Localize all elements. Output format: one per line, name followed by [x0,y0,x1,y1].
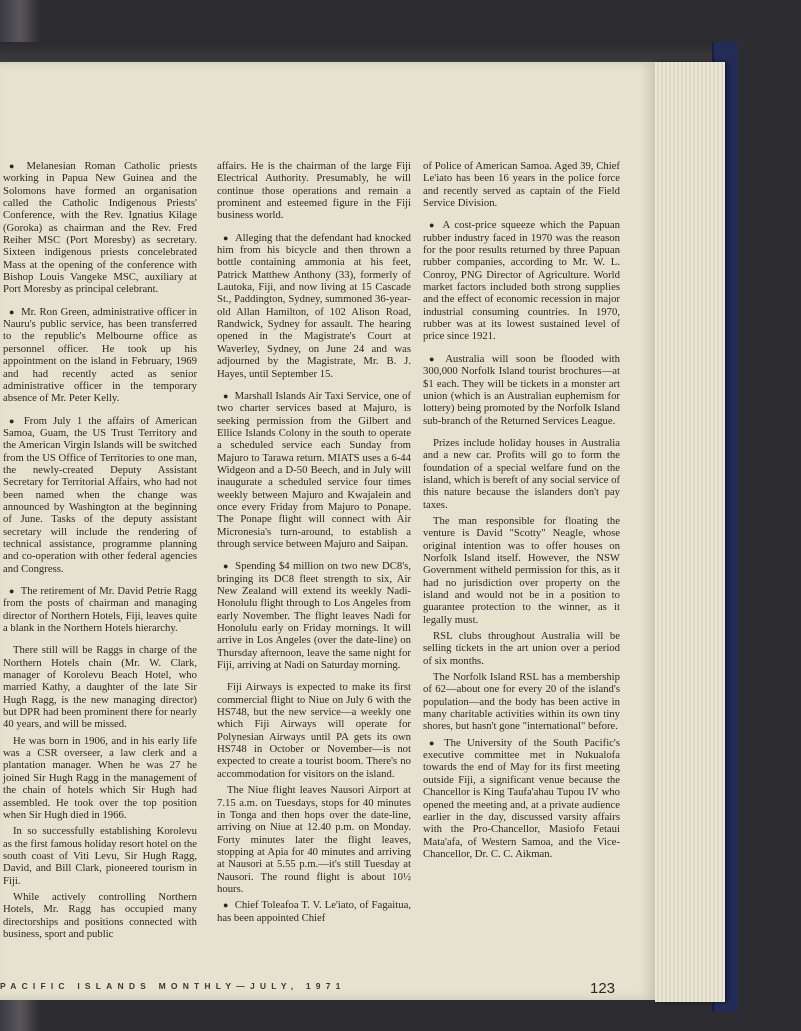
magazine-page [0,62,655,1000]
article-paragraph [3,825,197,887]
article-paragraph [3,415,197,575]
bullet-icon: ● [429,353,440,364]
paragraph-text: In so successfully establishing Korolevu as the first famous holiday resort hotel on the south coast of Viti Levu, Sir Hugh Ragg, David, and Bill Clark, pioneered tourism in Fiji. [3,825,197,887]
paragraph-text: Marshall Islands Air Taxi Service, one of two charter services based at Majuro, is seeking permission from the Gilbert and Ellice Islands Colony in the south to operate a scheduled service each Sunday from Majuro to Tarawa return. MIATS uses a 6-44 Widgeon and a D-50 Beech, and in July will inaugurate a scheduled service four times weekly between Majuro and Kwajalein and once every Friday from Majuro to Ponape. The Ponape flight will connect with Air Micronesia's turn-around, to establish a through service between Majuro and Saipan. [217,389,412,550]
paragraph-text: Spending $4 million on two new DC8's, bringing its DC8 fleet strength to six, Air New Zealand will extend its weekly Nadi-Honolulu flight through to Los Angeles from early November. The flight leaves Nadi for Honolulu early on Friday mornings. It will arrive in Los Angeles (over the date-line) on Thursday afternoon, leave the same night for Fiji, arriving at Nadi on Saturday morning. [217,560,411,672]
article-paragraph [423,737,620,860]
article-paragraph [423,437,620,511]
paragraph-text: Australia will soon be flooded with 300,000 Norfolk Island tourist brochures—at $1 each. They will be tickets in a monster art union (which is an Australian euphemism for lottery) being promoted by the Norfolk Island sub-branch of the Returned Services League. [423,352,620,427]
page-stack-fore-edge [655,62,725,1002]
article-paragraph [217,160,411,222]
paragraph-text: The Norfolk Island RSL has a membership of 62—about one for every 20 of the island's population—and the body has been active in many charitable activities within its own tiny shores, but hasn't gone "international" before. [423,671,620,733]
bullet-icon: ● [223,561,230,572]
bullet-icon: ● [223,390,229,401]
article-paragraph [3,306,197,405]
paragraph-text: The retirement of Mr. David Petrie Ragg from the posts of chairman and managing director of Northern Hotels, Fiji, leaves quite a blank in the Northern Hotels hierarchy. [3,585,198,635]
paragraph-text: While actively controlling Northern Hotels, Mr. Ragg has occupied many directorships and positions connected with business, sport and public [3,890,197,940]
book-cover-top-edge [0,42,736,62]
bullet-icon: ● [9,306,16,317]
paragraph-text: of Police of American Samoa. Aged 39, Chief Le'iato has been 16 years in the police force and recently served as captain of the Field Service Division. [423,160,620,210]
paragraph-text: From July 1 the affairs of American Samoa, Guam, the US Trust Territory and the American Virgin Islands will be switched from the US Office of Territories to one man, the newly-created Deputy Assistant Secretary for Territorial Affairs, who had not been named when the change was announced by Washington at the beginning of June. Tasks of the deputy assistant secretary will include the rendering of technical assistance, programme planning and co-operation with other federal agencies and Congress. [3,414,197,575]
article-paragraph [3,891,197,940]
bullet-icon: ● [223,232,229,243]
article-paragraph [3,160,197,296]
paragraph-text: Chief Toleafoa T. V. Le'iato, of Fagaitua, has been appointed Chief [217,899,411,924]
bullet-icon: ● [9,415,18,426]
paragraph-text: There still will be Raggs in charge of the Northern Hotels chain (Mr. W. Clark, manager of Korolevu Beach Hotel, who married Kathy, a daughter of the late Sir Hugh Ragg, is the new managing director) but DPR had been prominent there for nearly 40 years, and will be missed. [3,644,197,731]
paragraph-text: Alleging that the defendant had knocked him from his bicycle and then thrown a bottle containing ammonia at his feet, Patrick Matthew Anthony (33), formerly of Lautoka, Fiji, and now living at 15 Cascade St., Paddington, Sydney, summoned 36-year-old Allan Hamilton, of 102 Alison Road, Randwick, Sydney for assault. The hearing opened in the Magistrate's Court at Waverley, Sydney, on June 24 and was adjourned by the Magistrate, Mr. B. J. Hayes, until September 15. [217,231,411,380]
paragraph-text: Mr. Ron Green, administrative officer in Nauru's public service, has been transferred to the republic's Melbourne office as personnel officer. He took up his appointment on the island in February, 1969 and had recently acted as senior administrative officer in the temporary absence of Mr. Peter Kelly. [3,305,197,405]
paragraph-text: He was born in 1906, and in his early life was a CSR overseer, a law clerk and a plantation manager. When he was 27 he joined Sir Hugh Ragg in the management of the chain of hotels which Sir Hugh had assembled. He took over the top position when Sir Hugh died in 1966. [3,734,197,821]
paragraph-text: A cost-price squeeze which the Papuan rubber industry faced in 1970 was the reason for the poor results returned by three Papuan rubber companies, according to Mr. W. L. Conroy, PNG Director of Agriculture. World market factors included both strong supplies and the effect of economic recession in major industrial consuming countries. In 1970, rubber was at its lowest sustained level of price since 1921. [423,219,620,343]
article-paragraph [423,630,620,667]
article-paragraph [423,160,620,209]
article-paragraph [217,899,411,924]
article-paragraph [3,585,197,634]
article-paragraph [217,784,411,895]
paragraph-text: RSL clubs throughout Australia will be selling tickets in the art union over a period of six months. [423,630,620,667]
article-paragraph [217,560,411,671]
article-paragraph [217,681,411,780]
paragraph-text: The Niue flight leaves Nausori Airport at 7.15 a.m. on Tuesdays, stops for 40 minutes in Tonga and then hops over the date-line, arriving on Niue at 12.40 p.m. on Monday. Forty minutes later the flight leaves, stopping at Apia for 40 minutes and arriving at Nausori at 5.55 p.m.—it's still Tuesday at Nausori. The round flight is about 10½ hours. [217,784,411,895]
bullet-icon: ● [9,586,15,596]
paragraph-text: The man responsible for floating the venture is David "Scotty" Neagle, whose original intention was to offer houses on Norfolk Island itself. However, the NSW Government witheld permission for this, as it had no jurisdiction over property on the island and would not be in a position to guarantee protection to the winner, as it legally must. [423,514,620,626]
paragraph-text: affairs. He is the chairman of the large Fiji Electrical Authority. Presumably, he will continue those operations and remain a prominent and esteemed figure in the Fiji business world. [217,160,411,222]
bullet-icon: ● [429,737,439,748]
text-column-2 [217,160,411,934]
article-paragraph [3,735,197,821]
article-paragraph [3,644,197,730]
paragraph-text: Melanesian Roman Catholic priests working in Papua New Guinea and the Solomons have formed an organisation called the Catholic Indigenous Priests' Conference, with the Rev. Ignatius Kilage (Goroka) as chairman and the Rev. Fred Reiher MSC (Port Moresby) as secretary. Sixteen indigenous priests concelebrated Mass at the opening of the conference with Bishop Louis Vangeke MSC, auxiliary at Port Moresby as principal celebrant. [3,160,198,296]
page-number: 123 [590,980,616,997]
article-paragraph [217,390,411,550]
article-paragraph [217,232,411,380]
paragraph-text: The University of the South Pacific's executive committee met in Nukualofa towards the end of May for its first meeting outside Fiji, a significant venue because the Chancellor is King Taufa'ahau Tupou IV who opened the meeting and, at a private audience earlier in the day, discussed varsity affairs with the Pro-Chancellor, Masiofo Fetaui Mata'afa, of Western Samoa, and the Vice-Chancellor, Dr. C. C. Aikman. [423,736,620,860]
text-column-1 [3,160,197,944]
article-paragraph [423,515,620,626]
bullet-icon: ● [9,161,21,171]
paragraph-text: Fiji Airways is expected to make its first commercial flight to Niue on July 6 with the HS748, but the new service—a weekly one which Fiji Airways will operate for Polynesian Airways until PA gets its own HS748 in October or November—is not expected to create a tourist boom. There's no accommodation for visitors on the island. [217,681,411,780]
bullet-icon: ● [429,220,437,231]
bullet-icon: ● [223,900,229,911]
paragraph-text: Prizes include holiday houses in Australia and a new car. Profits will go to form the foundation of a special welfare fund on the island, which is bereft of any social service of this nature because the islanders don't pay taxes. [423,436,620,511]
article-paragraph [423,219,620,342]
running-footer: PACIFIC ISLANDS MONTHLY—JULY, 1971 [0,981,346,991]
article-paragraph [423,671,620,733]
text-column-3 [423,160,620,870]
article-paragraph [423,353,620,427]
